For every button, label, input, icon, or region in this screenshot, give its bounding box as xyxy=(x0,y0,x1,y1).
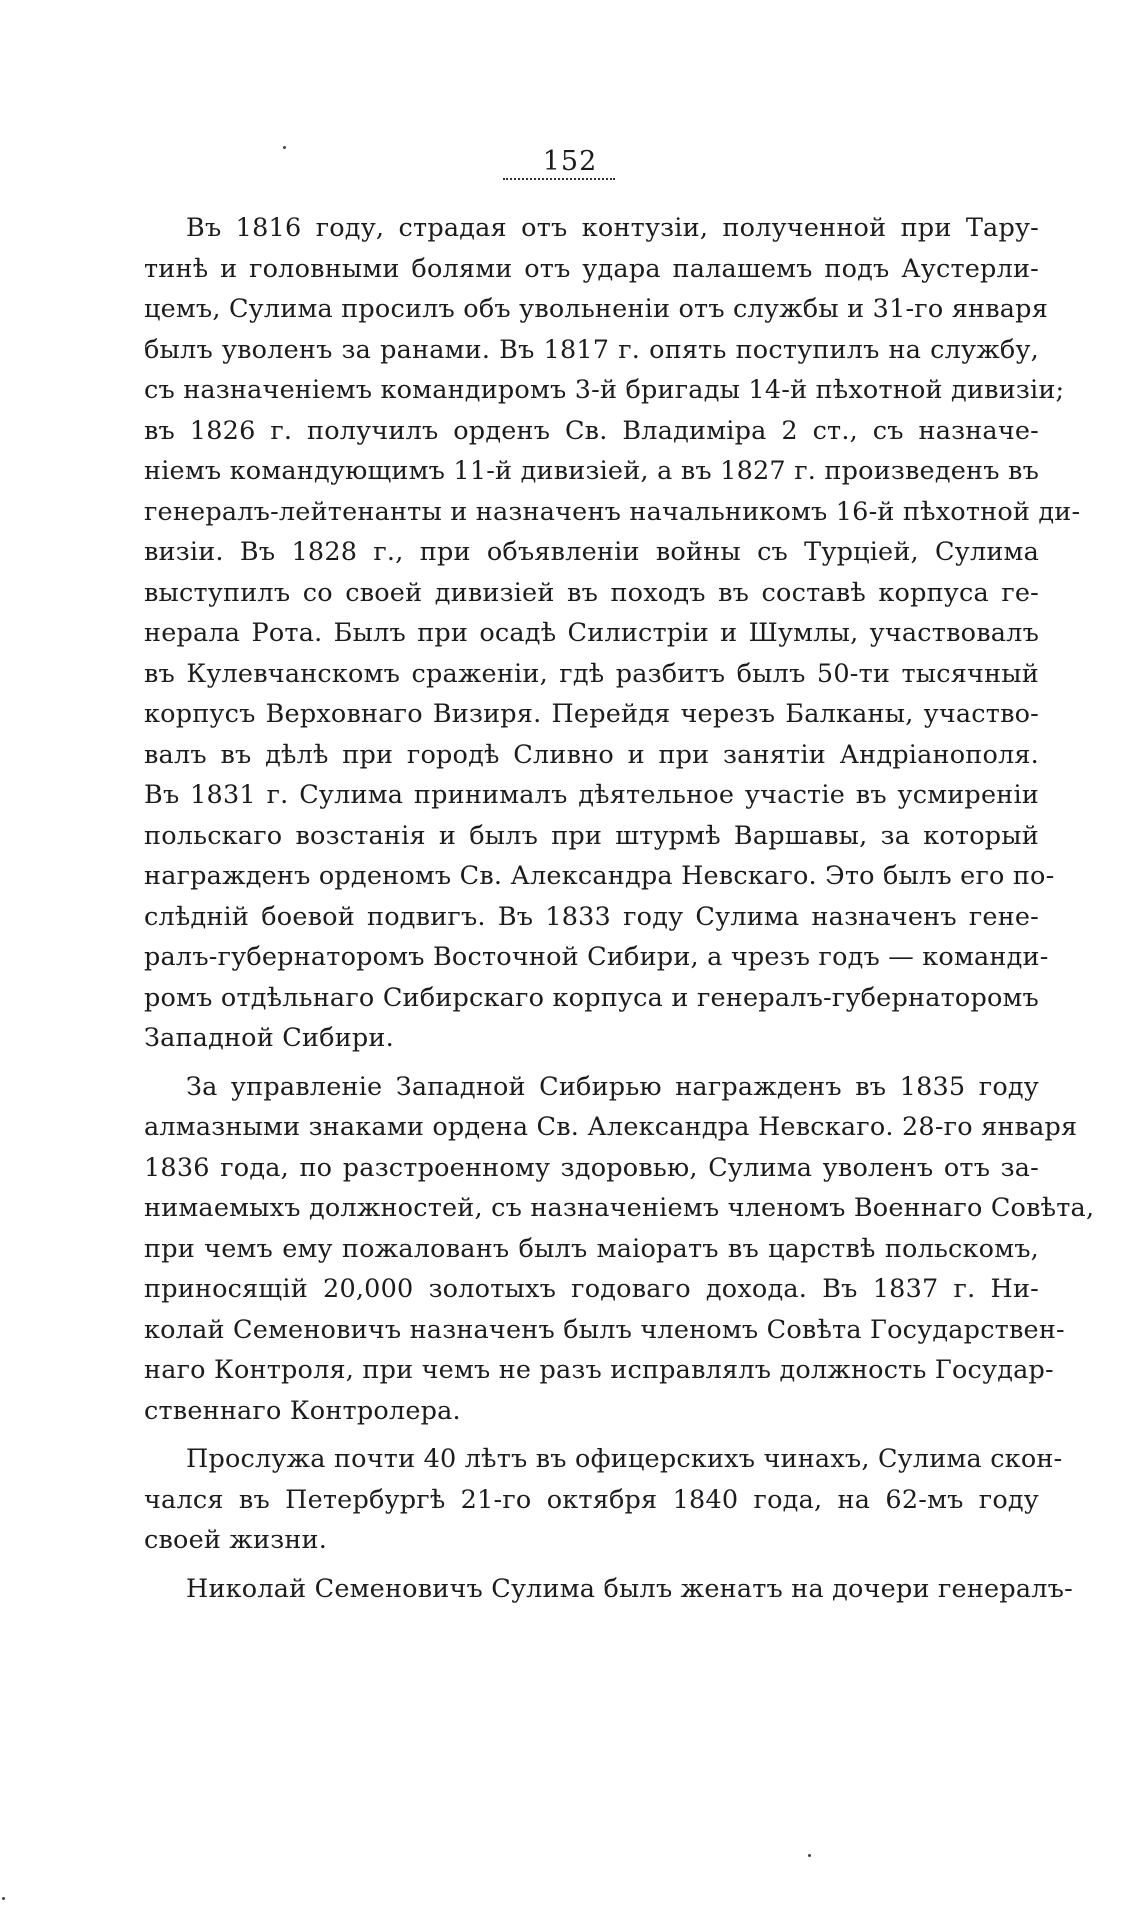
text-line: ственнаго Контролера. xyxy=(144,1395,461,1426)
text-line: Прослужа почти 40 лѣтъ въ офицерскихъ чинахъ, Сулима скон- xyxy=(186,1444,1063,1474)
text-line: выступилъ со своей дивизіей въ походъ въ составѣ корпуса ге- xyxy=(144,577,1039,608)
page-number-rule xyxy=(503,178,615,180)
text-line: чался въ Петербургѣ 21-го октября 1840 года, на 62-мъ году xyxy=(144,1484,1039,1515)
text-line: съ назначеніемъ командиромъ 3-й бригады 14-й пѣхотной дивизіи; xyxy=(144,375,1065,405)
text-line: Въ 1816 году, страдая отъ контузіи, полученной при Тару- xyxy=(186,213,1039,243)
text-line: алмазными знаками ордена Св. Александра Невскаго. 28-го января xyxy=(144,1112,1078,1142)
paragraph xyxy=(144,1439,1063,1561)
text-line: 1836 года, по разстроенному здоровью, Сулима уволенъ отъ за- xyxy=(144,1152,1039,1183)
text-line: ралъ-губернаторомъ Восточной Сибири, а чрезъ годъ — команди- xyxy=(144,942,1049,972)
paragraph xyxy=(144,208,1081,1059)
page-number: 152 xyxy=(542,146,598,177)
text-line: нерала Рота. Былъ при осадѣ Силистріи и Шумлы, участвовалъ xyxy=(144,618,1039,648)
text-line: визіи. Въ 1828 г., при объявленіи войны съ Турціей, Сулима xyxy=(144,537,1039,567)
text-line: награжденъ орденомъ Св. Александра Невскаго. Это былъ его по- xyxy=(144,861,1055,891)
text-line: наго Контроля, при чемъ не разъ исправлялъ должность Государ- xyxy=(144,1355,1054,1385)
text-line: валъ въ дѣлѣ при городѣ Сливно и при занятіи Андріанополя. xyxy=(144,739,1039,770)
page-speck-bottom-right xyxy=(808,1854,811,1857)
text-line: Николай Семеновичъ Сулима былъ женатъ на дочери генералъ- xyxy=(186,1573,1073,1604)
body-text xyxy=(144,208,1095,1609)
text-line: За управленіе Западной Сибирью награжденъ въ 1835 году xyxy=(186,1071,1039,1102)
page-speck-bottom-left xyxy=(2,1897,5,1900)
text-line: слѣдній боевой подвигъ. Въ 1833 году Сулима назначенъ гене- xyxy=(144,901,1039,932)
text-line: корпусъ Верховнаго Визиря. Перейдя черезъ Балканы, участво- xyxy=(144,699,1039,729)
text-line: былъ уволенъ за ранами. Въ 1817 г. опять поступилъ на службу, xyxy=(144,334,1039,365)
text-line: ніемъ командующимъ 11-й дивизіей, а въ 1827 г. произведенъ въ xyxy=(144,456,1039,486)
text-line: Въ 1831 г. Сулима принималъ дѣятельное участіе въ усмиреніи xyxy=(144,780,1039,810)
text-line: Западной Сибири. xyxy=(144,1023,394,1053)
text-line: цемъ, Сулима просилъ объ увольненіи отъ службы и 31-го января xyxy=(144,294,1048,324)
paragraph xyxy=(144,1569,1073,1610)
text-line: тинѣ и головными болями отъ удара палашемъ подъ Аустерли- xyxy=(144,253,1039,284)
text-line: колай Семеновичъ назначенъ былъ членомъ Совѣта Государствен- xyxy=(144,1314,1065,1345)
text-line: въ Кулевчанскомъ сраженіи, гдѣ разбитъ былъ 50-ти тысячный xyxy=(144,658,1039,689)
text-line: въ 1826 г. получилъ орденъ Св. Владиміра 2 ст., съ назначе- xyxy=(144,415,1039,446)
text-line: польскаго возстанія и былъ при штурмѣ Варшавы, за который xyxy=(144,820,1039,851)
text-line: при чемъ ему пожалованъ былъ маіоратъ въ царствѣ польскомъ, xyxy=(144,1233,1039,1264)
text-line: своей жизни. xyxy=(144,1525,328,1555)
text-line: нимаемыхъ должностей, съ назначеніемъ членомъ Военнаго Совѣта, xyxy=(144,1193,1095,1223)
text-line: генералъ-лейтенанты и назначенъ начальникомъ 16-й пѣхотной ди- xyxy=(144,496,1081,527)
text-line: приносящій 20,000 золотыхъ годоваго дохода. Въ 1837 г. Ни- xyxy=(144,1274,1039,1304)
text-line: ромъ отдѣльнаго Сибирскаго корпуса и генералъ-губернаторомъ xyxy=(144,982,1039,1013)
paragraph xyxy=(144,1067,1095,1432)
